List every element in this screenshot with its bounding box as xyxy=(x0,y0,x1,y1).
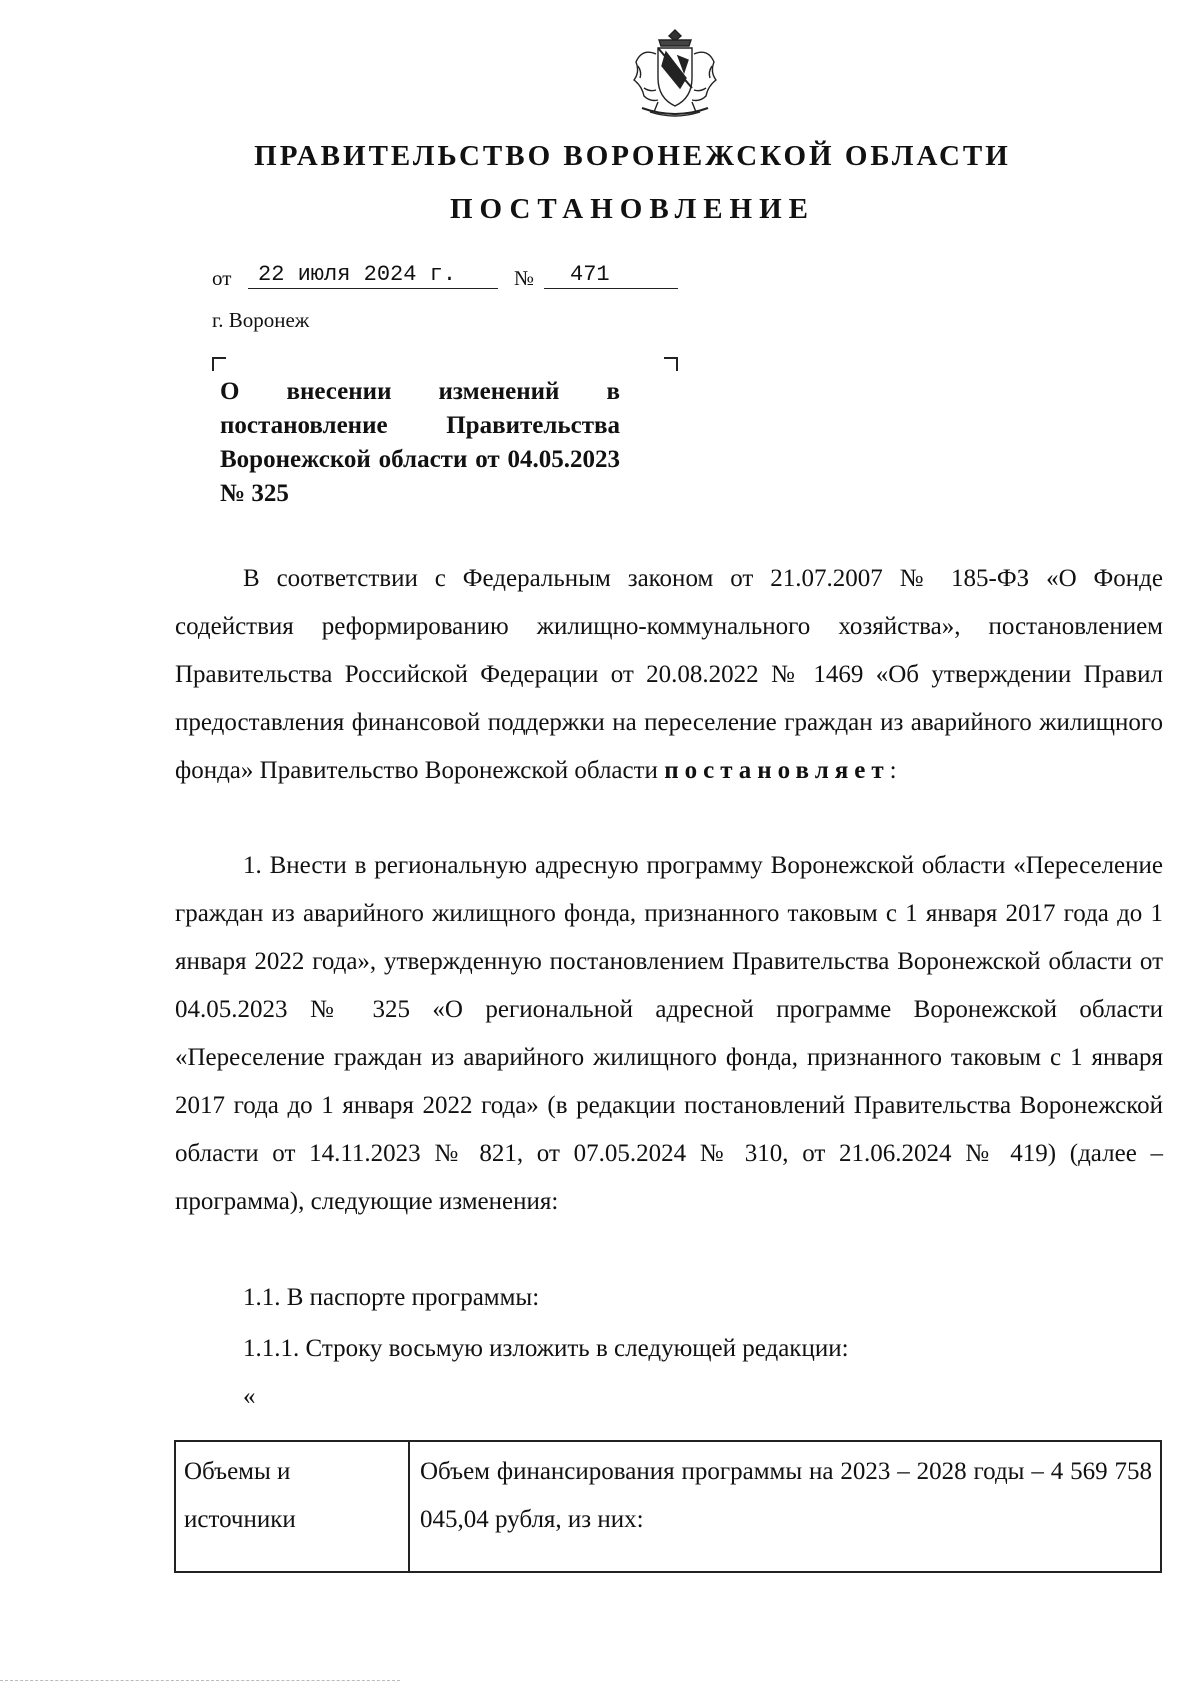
passport-table xyxy=(174,1440,1162,1573)
document-number: 471 xyxy=(544,262,678,289)
item-1-1: 1.1. В паспорте программы: xyxy=(243,1284,540,1311)
table-cell-label: Объемы и источники xyxy=(176,1442,410,1571)
document-date: 22 июля 2024 г. xyxy=(248,262,498,289)
city: г. Воронеж xyxy=(212,308,310,332)
resolves-word: постановляет xyxy=(664,757,890,784)
document-subject: О внесении изменений в постановление Правительства Воронежской области от 04.05.2023 № 325 xyxy=(220,378,620,507)
preamble-text: В соответствии с Федеральным законом от 21.07.2007 № 185-ФЗ «О Фонде содействия реформированию жилищно-коммунального хозяйства», постановлением Правительства Российской Федерации от 20.08.2022 № 1469 «Об утверждении Правил предоставления финансовой поддержки на переселение граждан из аварийного жилищного фонда» Правительство Воронежской области xyxy=(175,565,1163,784)
resolves-colon: : xyxy=(889,757,897,784)
preamble-paragraph xyxy=(175,555,1163,795)
item-1-1-1: 1.1.1. Строку восьмую изложить в следующей редакции: xyxy=(243,1335,849,1362)
number-prefix: № xyxy=(514,266,535,290)
subject-bracket-left xyxy=(212,357,226,371)
table-cell-value: Объем финансирования программы на 2023 – 2028 годы – 4 569 758 045,04 рубля, из них: xyxy=(420,1458,1152,1533)
government-title: ПРАВИТЕЛЬСТВО ВОРОНЕЖСКОЙ ОБЛАСТИ xyxy=(254,140,1011,172)
date-prefix: от xyxy=(212,266,232,290)
coat-of-arms-icon xyxy=(628,26,722,124)
open-quote: « xyxy=(243,1383,256,1410)
document-type: ПОСТАНОВЛЕНИЕ xyxy=(449,193,815,225)
item-1-paragraph: 1. Внести в региональную адресную программу Воронежской области «Переселение граждан из аварийного жилищного фонда, признанного таковым с 1 января 2017 года до 1 января 2022 года», утвержденную постановлением Правительства Воронежской области от 04.05.2023 № 325 «О региональной адресной программе Воронежской области «Переселение граждан из аварийного жилищного фонда, признанного таковым с 1 января 2017 года до 1 января 2022 года» (в редакции постановлений Правительства Воронежской области от 14.11.2023 № 821, от 07.05.2024 № 310, от 21.06.2024 № 419) (далее – программа), следующие изменения: xyxy=(175,852,1163,1215)
subject-bracket-right xyxy=(664,357,678,371)
page-bottom-divider xyxy=(0,1680,400,1682)
